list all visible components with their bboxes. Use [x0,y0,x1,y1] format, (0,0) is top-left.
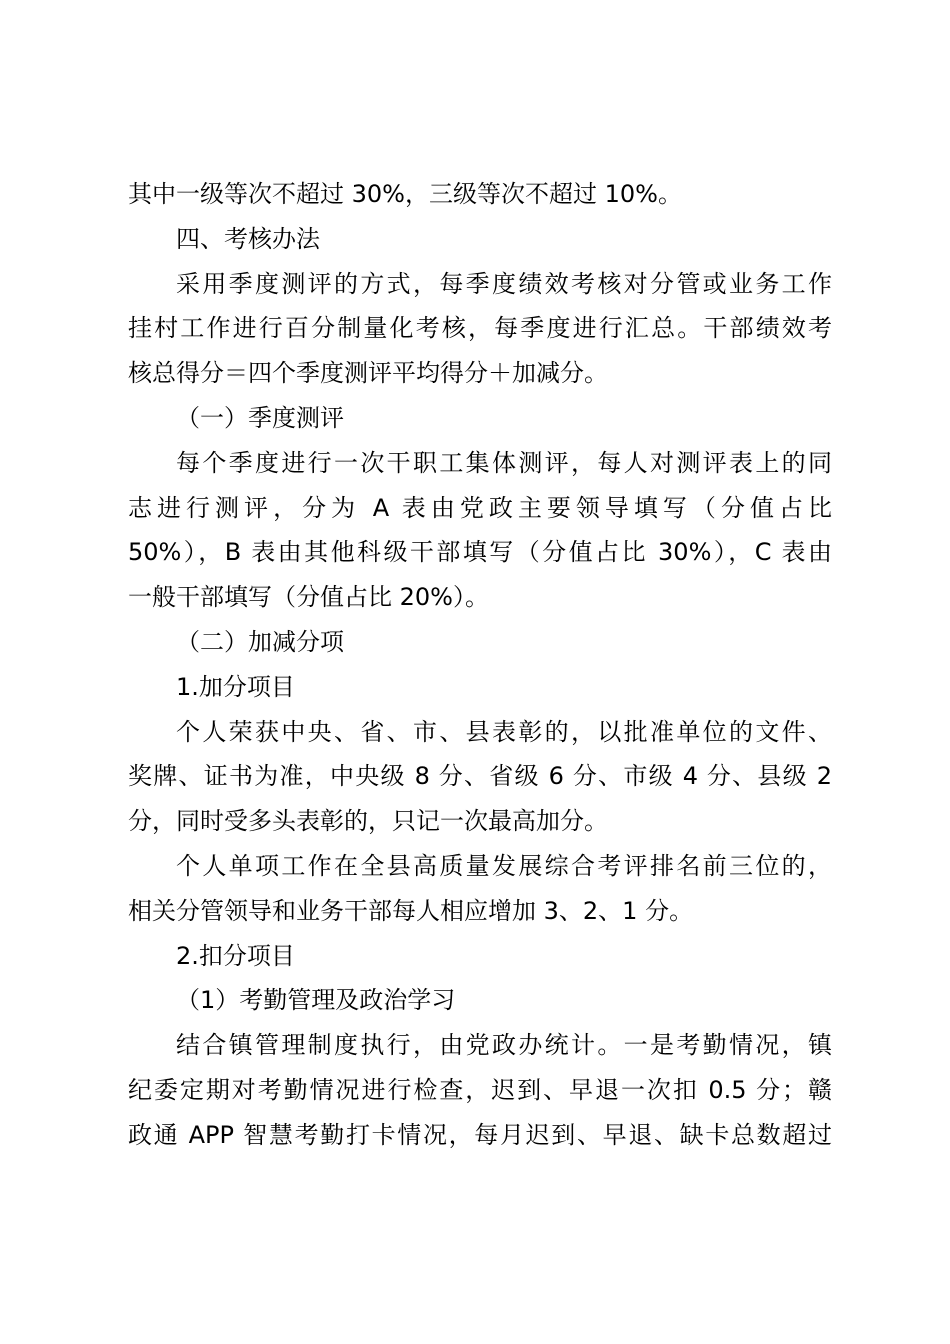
paragraph [128,978,832,1023]
paragraph [128,396,832,441]
document-body [128,172,832,1158]
text-line: 分，同时受多头表彰的，只记一次最高加分。 [128,807,608,836]
text-line: 核总得分＝四个季度测评平均得分＋加减分。 [128,359,608,388]
text-line: 个人荣获中央、省、市、县表彰的，以批准单位的文件、 [176,717,832,746]
text-line: 一般干部填写（分值占比 20%）。 [128,583,489,612]
paragraph [128,844,832,934]
text-line: 挂村工作进行百分制量化考核，每季度进行汇总。干部绩效考 [128,314,832,343]
paragraph [128,441,832,620]
paragraph [128,934,832,979]
text-line: 结合镇管理制度执行，由党政办统计。一是考勤情况，镇 [176,1031,832,1060]
text-line: 个人单项工作在全县高质量发展综合考评排名前三位的， [176,851,832,880]
paragraph [128,262,832,396]
text-line: （一）季度测评 [176,403,344,432]
text-line: 2.扣分项目 [176,941,295,970]
paragraph [128,217,832,262]
paragraph [128,1023,832,1157]
text-line: 政通 APP 智慧考勤打卡情况，每月迟到、早退、缺卡总数超过 [128,1120,832,1149]
text-line: （二）加减分项 [176,627,344,656]
text-line: 纪委定期对考勤情况进行检查，迟到、早退一次扣 0.5 分；赣 [128,1075,832,1104]
text-line: （1）考勤管理及政治学习 [176,986,456,1015]
text-line: 奖牌、证书为准，中央级 8 分、省级 6 分、市级 4 分、县级 2 [128,762,832,791]
text-line: 采用季度测评的方式，每季度绩效考核对分管或业务工作 [176,269,832,298]
paragraph [128,620,832,665]
paragraph [128,172,832,217]
text-line: 志进行测评，分为 A 表由党政主要领导填写（分值占比 [128,493,832,522]
text-line: 50%），B 表由其他科级干部填写（分值占比 30%），C 表由 [128,538,832,567]
paragraph [128,710,832,844]
text-line: 相关分管领导和业务干部每人相应增加 3、2、1 分。 [128,896,694,925]
text-line: 四、考核办法 [176,224,320,253]
paragraph [128,665,832,710]
text-line: 1.加分项目 [176,672,295,701]
text-line: 每个季度进行一次干职工集体测评，每人对测评表上的同 [176,448,832,477]
text-line: 其中一级等次不超过 30%，三级等次不超过 10%。 [128,180,682,208]
